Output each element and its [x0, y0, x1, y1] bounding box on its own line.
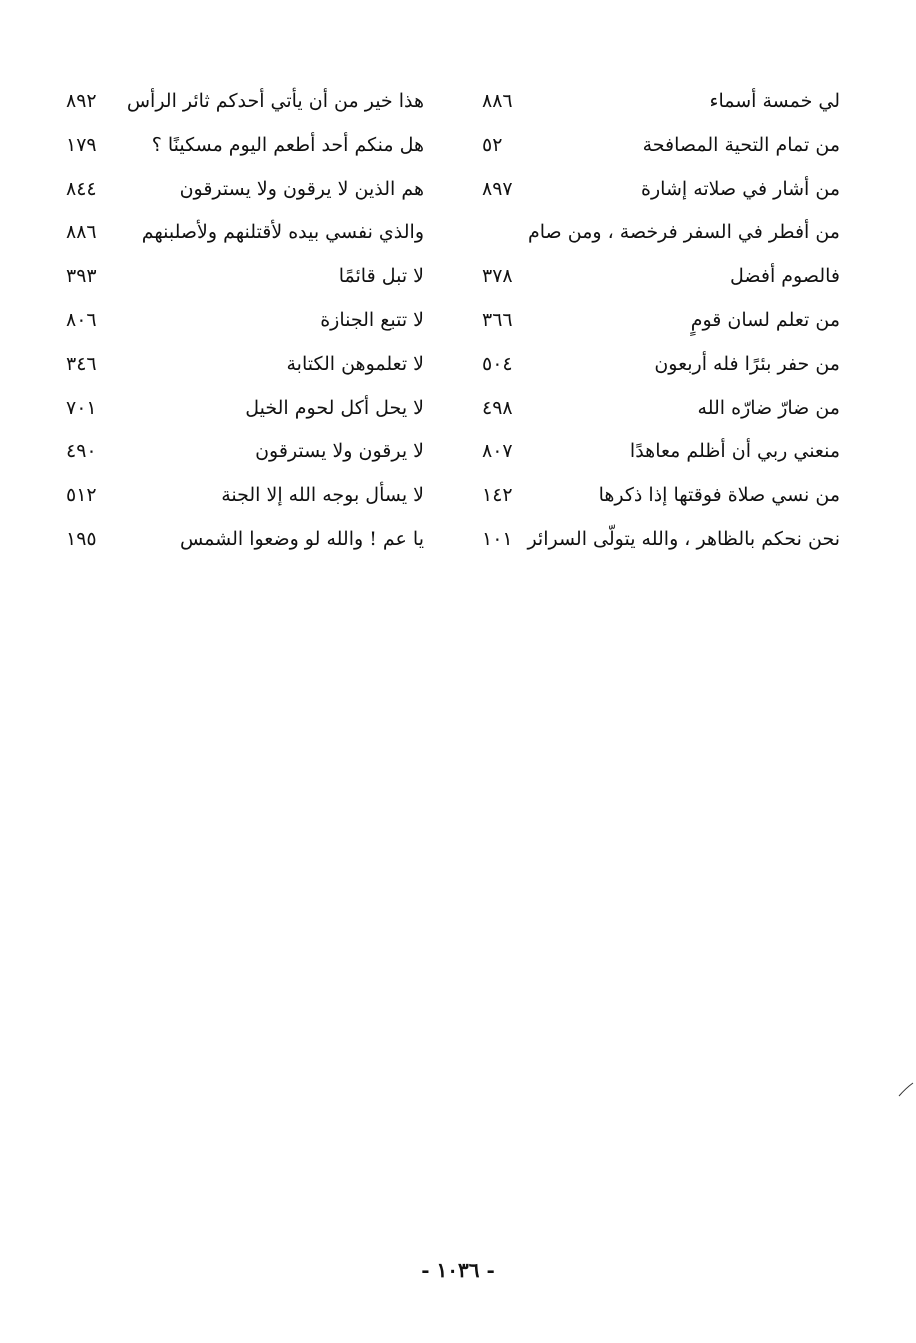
index-entry — [66, 430, 424, 474]
index-entry — [66, 299, 424, 343]
index-entry — [482, 474, 840, 518]
entry-text: لا يرقون ولا يسترقون — [255, 440, 424, 463]
entry-page-number: ٥١٢ — [66, 484, 97, 507]
entry-page-number: ١٧٩ — [66, 133, 97, 156]
entry-page-number: ٨٨٦ — [482, 90, 513, 112]
entry-text: من نسي صلاة فوقتها إذا ذكرها — [598, 484, 840, 507]
entry-page-number: ١٤٢ — [482, 484, 513, 507]
entry-page-number: ٤٩٠ — [66, 440, 97, 463]
index-entry — [66, 255, 424, 299]
entry-text: نحن نحكم بالظاهر ، والله يتولّى السرائر — [527, 527, 840, 550]
entry-page-number: ٨٤٤ — [66, 177, 97, 200]
index-entry — [66, 518, 424, 562]
entry-page-number: ٨٠٧ — [482, 440, 513, 463]
entry-text: منعني ربي أن أظلم معاهدًا — [629, 440, 840, 463]
entry-text: من تمام التحية المصافحة — [642, 133, 840, 156]
entry-page-number: ٤٩٨ — [482, 396, 513, 419]
entry-page-number: ٣٤٦ — [66, 352, 97, 375]
index-column-right — [482, 80, 840, 562]
entry-page-number: ١٩٥ — [66, 527, 97, 550]
index-entry — [66, 211, 424, 255]
index-entry — [66, 124, 424, 168]
entry-page-number: ١٠١ — [482, 527, 513, 550]
entry-page-number: ٣٧٨ — [482, 265, 513, 288]
page-number: - ١٠٣٦ - — [421, 1258, 495, 1282]
index-entry — [482, 343, 840, 387]
index-entry — [66, 474, 424, 518]
index-entry — [482, 518, 840, 562]
index-entry — [66, 168, 424, 212]
entry-text: من ضارّ ضارّه الله — [697, 396, 840, 419]
entry-text: لا يحل أكل لحوم الخيل — [245, 396, 424, 419]
entry-text: لا يسأل بوجه الله إلا الجنة — [221, 484, 424, 507]
index-entry — [66, 343, 424, 387]
entry-page-number: ٣٩٣ — [66, 265, 97, 288]
entry-page-number: ٨٩٧ — [482, 177, 513, 200]
entry-page-number: ٨٩٢ — [66, 90, 97, 112]
entry-page-number: ٥٠٤ — [482, 352, 513, 375]
entry-text: هم الذين لا يرقون ولا يسترقون — [179, 177, 424, 200]
entry-text: من أشار في صلاته إشارة — [641, 177, 840, 200]
entry-page-number: ٥٢ — [482, 133, 503, 156]
entry-text: هذا خير من أن يأتي أحدكم ثائر الرأس — [126, 90, 424, 112]
entry-text: لا تعلموهن الكتابة — [286, 352, 424, 375]
entry-text: من تعلم لسان قومٍ — [690, 308, 840, 331]
index-entry — [482, 211, 840, 255]
entry-text: يا عم ! والله لو وضعوا الشمس — [179, 527, 424, 550]
stray-pen-mark — [898, 1082, 914, 1098]
index-entry — [482, 80, 840, 124]
entry-page-number: ٣٦٦ — [482, 308, 513, 331]
index-entry — [66, 80, 424, 124]
entry-text: لا تبل قائمًا — [338, 265, 424, 288]
index-entry — [482, 124, 840, 168]
index-entry — [482, 299, 840, 343]
entry-text: من حفر بئرًا فله أربعون — [654, 352, 840, 375]
entry-text: لا تتبع الجنازة — [320, 308, 424, 331]
index-entry — [482, 255, 840, 299]
entry-text: هل منكم أحد أطعم اليوم مسكينًا ؟ — [151, 133, 424, 156]
entry-text: لي خمسة أسماء — [709, 90, 840, 112]
entry-text: من أفطر في السفر فرخصة ، ومن صام — [528, 221, 840, 244]
entry-page-number: ٨٠٦ — [66, 308, 97, 331]
index-entry — [66, 387, 424, 431]
entry-page-number: ٨٨٦ — [66, 221, 97, 244]
index-entry — [482, 430, 840, 474]
index-column-left — [66, 80, 424, 562]
entry-text: والذي نفسي بيده لأقتلنهم ولأصلبنهم — [141, 221, 424, 244]
index-entry — [482, 168, 840, 212]
entry-text: فالصوم أفضل — [730, 265, 840, 288]
index-entry — [482, 387, 840, 431]
entry-page-number: ٧٠١ — [66, 396, 97, 419]
